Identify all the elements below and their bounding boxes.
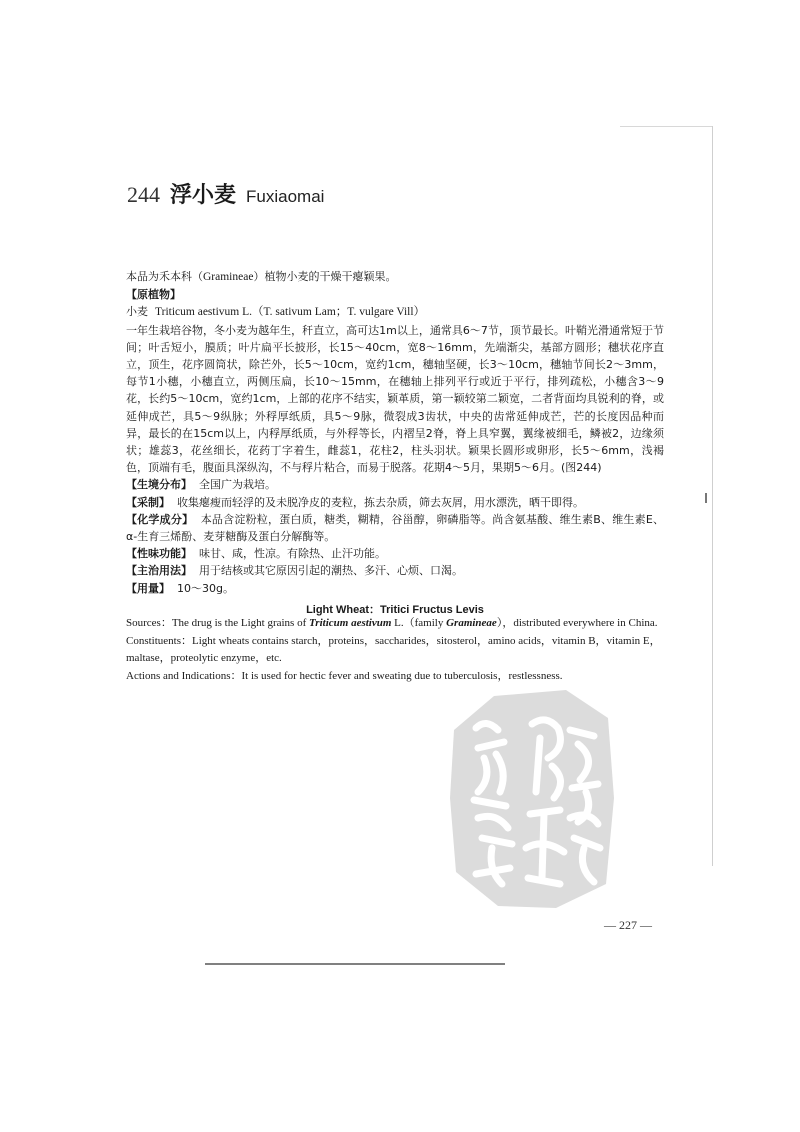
section-chemistry: 【化学成分】 本品含淀粉粒，蛋白质，糖类，糊精，谷甾醇，卵磷脂等。尚含氨基酸、维生素B、维生素E、α-生育三烯酚、麦芽糖酶及蛋白分解酶等。 (126, 512, 664, 544)
english-title: Light Wheat：Tritici Fructus Levis (306, 604, 484, 616)
english-sources: Sources：The drug is the Light grains of Triticum aestivum L.（family Gramineae），distributed everywhere in China. (126, 617, 658, 629)
plant-name-latin: Triticum aestivum L.（T. sativum Lam；T. vulgare Vill） (155, 306, 426, 319)
plant-name-line (126, 303, 664, 321)
section-dosage: 【用量】 10～30g。 (126, 581, 234, 595)
original-plant-heading: 【原植物】 (126, 288, 181, 302)
family-name: Gramineae (446, 617, 497, 629)
chinese-body (126, 268, 664, 597)
english-actions: Actions and Indications：It is used for hectic fever and sweating due to tuberculosis，restlessness. (126, 669, 563, 682)
entry-number: 244 (127, 182, 160, 207)
page-number: — 227 — (604, 918, 652, 932)
family-latin: Gramineae (203, 271, 254, 283)
species-name: Triticum aestivum (309, 617, 392, 629)
entry-title-pinyin: Fuxiaomai (246, 187, 325, 206)
entry-heading (127, 178, 324, 209)
top-rule (620, 126, 712, 127)
intro-paragraph: 本品为禾本科（Gramineae）植物小麦的干燥干瘪颖果。 (126, 270, 397, 283)
margin-mark (705, 493, 707, 503)
section-properties: 【性味功能】 味甘、咸，性凉。有除热、止汗功能。 (126, 547, 386, 561)
seal-stamp-image (448, 688, 616, 910)
right-margin-rule (712, 126, 713, 866)
section-usage: 【主治用法】 用于结核或其它原因引起的潮热、多汗、心烦、口渴。 (126, 564, 463, 578)
bottom-rule (205, 963, 505, 965)
plant-description: 一年生栽培谷物，冬小麦为越年生，秆直立，高可达1m以上，通常具6～7节，顶节最长。叶鞘光滑通常短于节间；叶舌短小，膜质；叶片扁平长披形，长15～40cm，宽8～16mm，先端渐尖，基部方圆形；穗状花序直立，顶生，花序圆筒状，除芒外，长5～10cm，宽约1cm，穗轴坚硬，长3～10cm，穗轴节间长2～3mm，每节1小穗，小穗直立，两侧压扁，长10～15mm，在穗轴上排列平行或近于平行，排列疏松，小穗含3～9花，长约5～10cm，宽约1cm，上部的花序不结实，颖革质，第一颖较第二颖宽，二者背面均具锐利的脊，或延伸成芒，具5～9纵脉；外稃厚纸质，具5～9脉，微裂成3齿状，中央的齿常延伸成芒，芒的长度因品种而异，最长的在15cm以上，内稃厚纸质，与外稃等长，内褶呈2脊，脊上具窄翼，翼缘被细毛，鳞被2，边缘须状；雄蕊3，花丝细长，花药丁字着生，雌蕊1，花柱2，柱头羽状。颖果长圆形或卵形，长5～6mm，浅褐色，顶端有毛，腹面具深纵沟，不与稃片粘合，而易于脱落。花期4～5月，果期5～6月。(图244) (126, 323, 664, 475)
entry-title-chinese: 浮小麦 (170, 183, 237, 208)
english-body (126, 615, 666, 685)
plant-name-chinese: 小麦 (126, 305, 148, 319)
section-collection: 【采制】 收集瘪瘦而轻浮的及未脱净皮的麦粒，拣去杂质，筛去灰屑，用水漂洗，晒干即得。 (126, 495, 584, 509)
section-habitat: 【生境分布】 全国广为栽培。 (126, 478, 276, 492)
english-constituents: Constituents：Light wheats contains starch，proteins，saccharides，sitosterol，amino acids，vitamin B，vitamin E，maltase，proteolytic enzyme，etc. (126, 634, 661, 665)
